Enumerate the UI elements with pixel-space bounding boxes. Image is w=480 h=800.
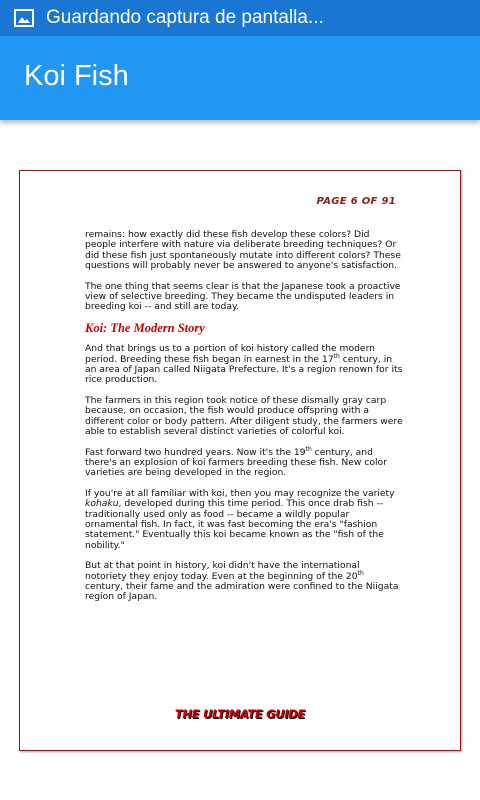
- page-footer: THE ULTIMATE GUIDE: [174, 707, 306, 721]
- document-page[interactable]: [19, 170, 461, 751]
- paragraph: If you're at all familiar with koi, then you may recognize the variety kohaku, developed during this time period. This once drab fish -- traditionally used only as food -- became a wildly popular ornamental fish. In fact, it was fast becoming the era's "fashion statement." Eventually this koi became known as the "fish of the nobility.": [85, 487, 395, 551]
- page-body: [85, 230, 403, 613]
- app-bar: [0, 36, 480, 120]
- paragraph: The one thing that seems clear is that the Japanese took a proactive view of selective breeding. They became the undisputed leaders in breeding koi -- and still are today.: [85, 280, 401, 313]
- app-title: Koi Fish: [24, 60, 129, 92]
- page-number: PAGE 6 OF 91: [316, 196, 396, 207]
- paragraph: And that brings us to a portion of koi history called the modern period. Breeding these fish began in earnest in the 17th century, in an area of Japan called Niigata Prefecture. It's a region renown for its rice production.: [85, 343, 403, 386]
- section-heading: Koi: The Modern Story: [85, 320, 205, 335]
- paragraph: remains: how exactly did these fish develop these colors? Did people interfere with nature via deliberate breeding techniques? Or did these fish just spontaneously mutate into different colors? These questions will probably never be answered to anyone's satisfaction.: [85, 229, 401, 272]
- paragraph: But at that point in history, koi didn't have the international notoriety they enjoy today. Even at the beginning of the 20th century, their fame and the admiration were confined to the Niigata region of Japan.: [85, 560, 399, 603]
- paragraph: Fast forward two hundred years. Now it's the 19th century, and there's an explosion of koi farmers breeding these fish. New color varieties are being developed in the region.: [85, 445, 387, 479]
- paragraph: The farmers in this region took notice of these dismally gray carp because, on occasion, the fish would produce offspring with a different color or body pattern. After diligent study, the farmers were able to establish several distinct varieties of colorful koi.: [85, 394, 403, 438]
- status-bar: [0, 0, 480, 36]
- image-icon: [14, 9, 34, 27]
- status-text: Guardando captura de pantalla...: [46, 7, 324, 28]
